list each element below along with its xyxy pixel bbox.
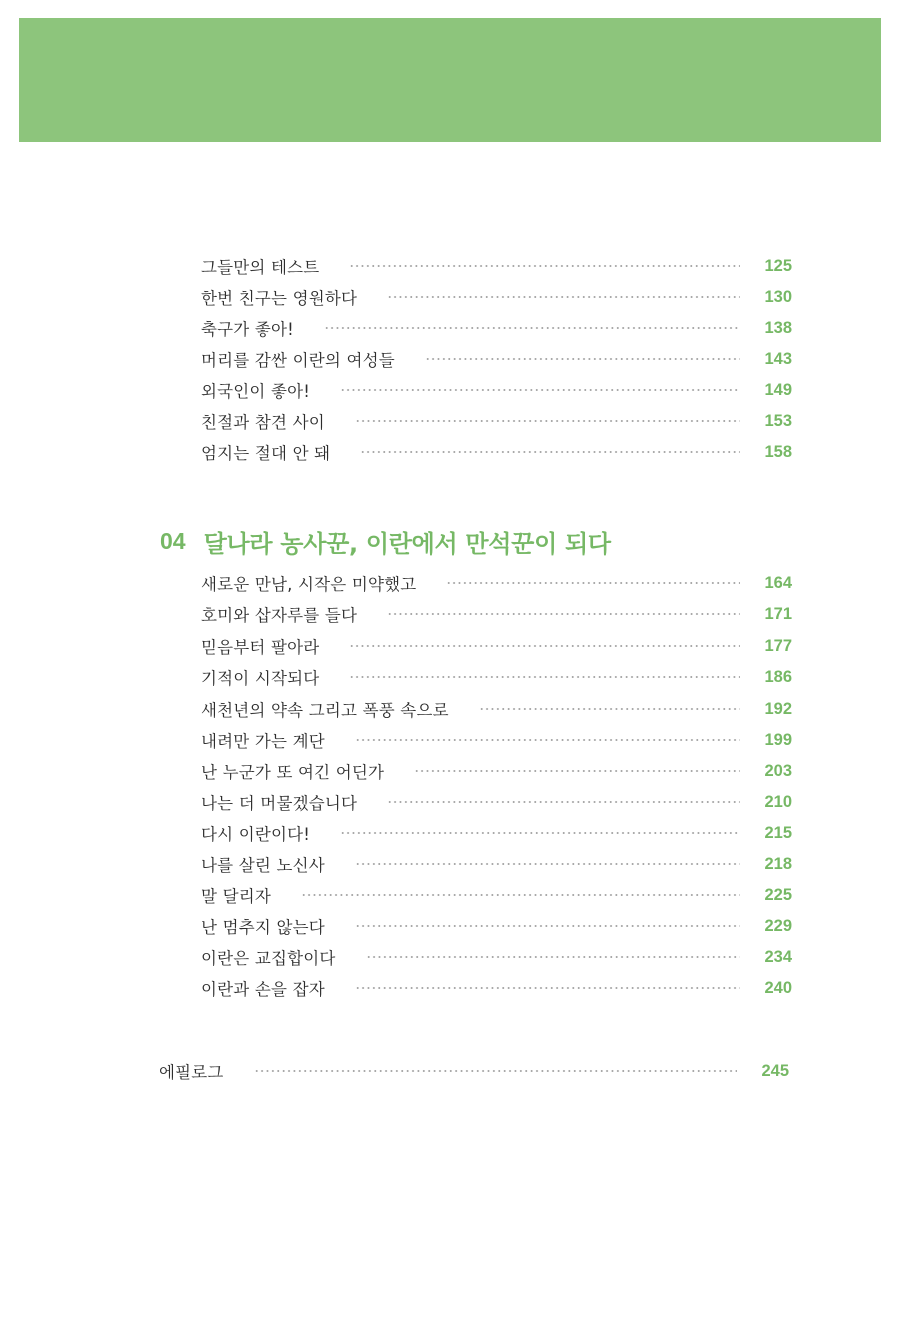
toc-entry-title: 다시 이란이다! (201, 825, 311, 844)
toc-entry[interactable] (201, 634, 792, 658)
toc-entry[interactable] (201, 976, 792, 1000)
toc-entry[interactable] (201, 790, 792, 814)
toc-entry[interactable] (201, 254, 792, 278)
toc-entry-page: 245 (761, 1061, 789, 1080)
toc-entry-page: 125 (764, 256, 792, 275)
toc-entry[interactable] (201, 440, 792, 464)
leader-dots (355, 739, 741, 741)
toc-entry-page: 218 (764, 854, 792, 873)
toc-entry[interactable] (201, 728, 792, 752)
leader-dots (340, 389, 740, 391)
toc-entry-page: 130 (764, 287, 792, 306)
toc-entry-title: 그들만의 테스트 (201, 258, 320, 277)
toc-entry-page: 203 (764, 761, 792, 780)
toc-entry-title: 외국인이 좋아! (201, 382, 311, 401)
leader-dots (446, 582, 740, 584)
toc-entry-title: 친절과 참견 사이 (201, 413, 325, 432)
toc-entry-title: 난 멈추지 않는다 (201, 918, 325, 937)
leader-dots (387, 801, 740, 803)
leader-dots (340, 832, 740, 834)
toc-entry-page: 177 (764, 636, 792, 655)
toc-entry[interactable] (201, 347, 792, 371)
toc-entry[interactable] (201, 378, 792, 402)
toc-entry-page: 138 (764, 318, 792, 337)
toc-entry[interactable] (201, 602, 792, 626)
chapter-heading[interactable] (160, 524, 611, 558)
toc-entry-page: 234 (764, 947, 792, 966)
toc-entry-title: 축구가 좋아! (201, 320, 294, 339)
leader-dots (479, 708, 741, 710)
toc-entry-page: 143 (764, 349, 792, 368)
leader-dots (355, 863, 741, 865)
leader-dots (387, 613, 740, 615)
leader-dots (324, 327, 741, 329)
chapter-title: 달나라 농사꾼, 이란에서 만석꾼이 되다 (203, 529, 611, 558)
toc-entry-title: 이란과 손을 잡자 (201, 980, 325, 999)
leader-dots (425, 358, 741, 360)
leader-dots (355, 987, 741, 989)
toc-entry-page: 153 (764, 411, 792, 430)
leader-dots (349, 645, 740, 647)
toc-entry-title: 머리를 감싼 이란의 여성들 (201, 351, 395, 370)
toc-entry[interactable] (201, 852, 792, 876)
toc-entry-title: 믿음부터 팔아라 (201, 638, 320, 657)
leader-dots (366, 956, 741, 958)
toc-entry[interactable] (201, 285, 792, 309)
toc-entry-page: 149 (764, 380, 792, 399)
toc-entry-page: 186 (764, 667, 792, 686)
toc-entry-page: 171 (764, 604, 792, 623)
toc-entry-title: 새천년의 약속 그리고 폭풍 속으로 (201, 701, 449, 720)
toc-entry-page: 210 (764, 792, 792, 811)
leader-dots (387, 296, 740, 298)
toc-entry-page: 164 (764, 573, 792, 592)
toc-entry-title: 이란은 교집합이다 (201, 949, 336, 968)
toc-entry-page: 215 (764, 823, 792, 842)
toc-entry-page: 192 (764, 699, 792, 718)
toc-entry-title: 새로운 만남, 시작은 미약했고 (201, 575, 417, 594)
toc-entry-page: 229 (764, 916, 792, 935)
toc-entry[interactable] (201, 665, 792, 689)
leader-dots (349, 265, 740, 267)
toc-entry-title: 나는 더 머물겠습니다 (201, 794, 358, 813)
toc-entry[interactable] (201, 914, 792, 938)
toc-entry[interactable] (201, 945, 792, 969)
leader-dots (355, 925, 741, 927)
leader-dots (254, 1070, 738, 1072)
toc-entry-title: 내려만 가는 계단 (201, 732, 325, 751)
chapter-number: 04 (160, 527, 186, 554)
toc-entry-title: 엄지는 절대 안 돼 (201, 444, 331, 463)
toc-entry-page: 240 (764, 978, 792, 997)
toc-entry-title: 난 누군가 또 여긴 어딘가 (201, 763, 385, 782)
toc-entry[interactable] (201, 316, 792, 340)
toc-entry-title: 말 달리자 (201, 887, 272, 906)
leader-dots (349, 676, 740, 678)
toc-entry-title: 나를 살린 노신사 (201, 856, 325, 875)
toc-entry-page: 158 (764, 442, 792, 461)
toc-entry-title: 기적이 시작되다 (201, 669, 320, 688)
toc-entry-title: 호미와 삽자루를 들다 (201, 606, 358, 625)
toc-entry[interactable] (201, 883, 792, 907)
leader-dots (355, 420, 741, 422)
leader-dots (414, 770, 740, 772)
toc-entry-page: 225 (764, 885, 792, 904)
toc-entry[interactable] (201, 697, 792, 721)
toc-entry[interactable] (201, 821, 792, 845)
toc-entry-title: 에필로그 (159, 1063, 224, 1082)
toc-entry-title: 한번 친구는 영원하다 (201, 289, 358, 308)
leader-dots (301, 894, 740, 896)
leader-dots (360, 451, 740, 453)
toc-entry-epilogue[interactable] (159, 1059, 789, 1083)
toc-entry[interactable] (201, 409, 792, 433)
toc-entry[interactable] (201, 759, 792, 783)
toc-entry-page: 199 (764, 730, 792, 749)
toc-entry[interactable] (201, 571, 792, 595)
